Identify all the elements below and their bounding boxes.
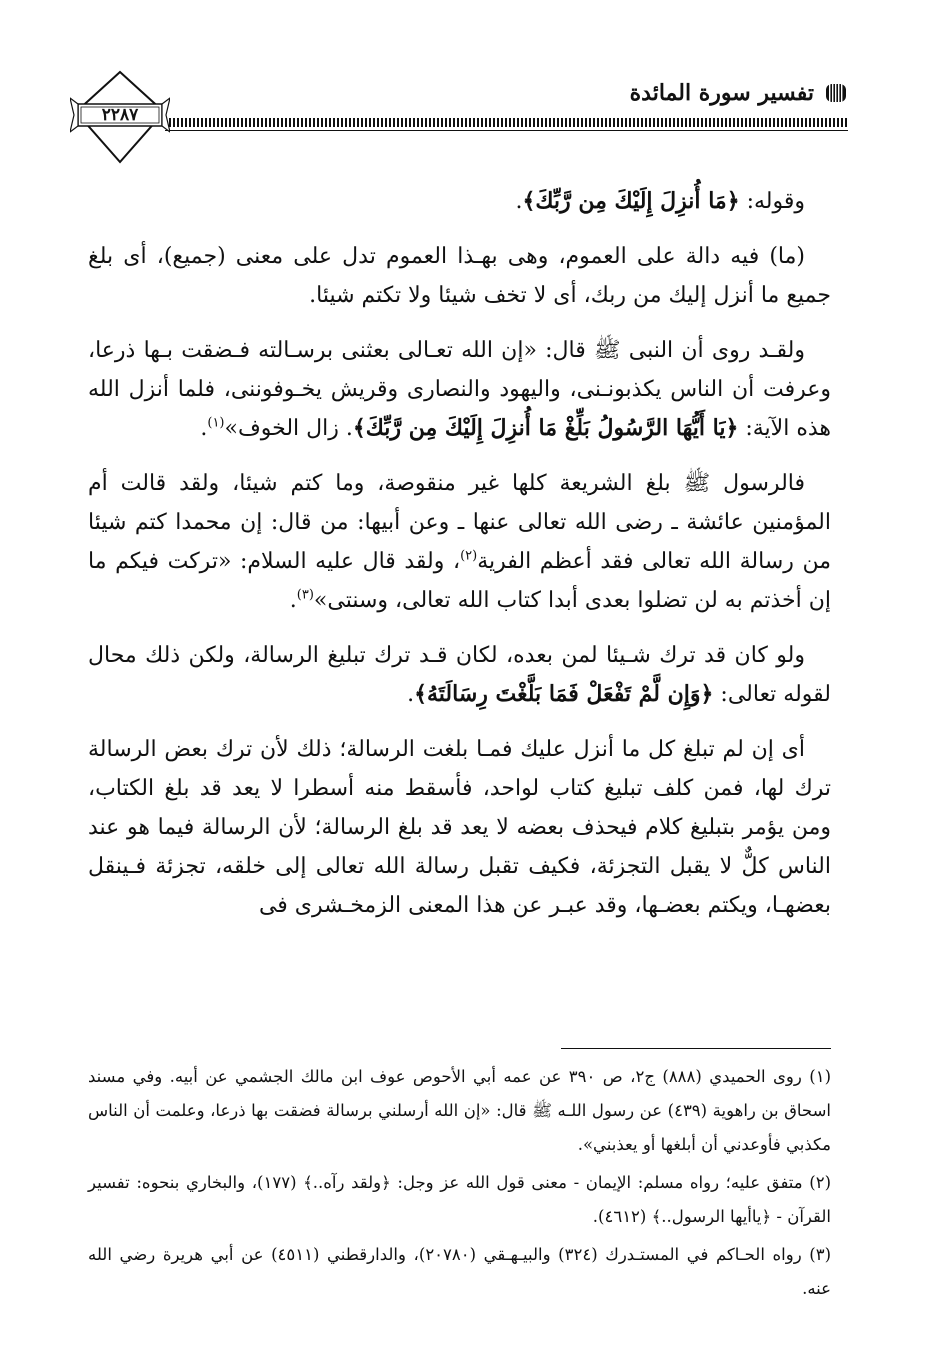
main-text — [88, 182, 831, 941]
quran-verse-3: ﴿وَإِن لَّمْ تَفْعَلْ فَمَا بَلَّغْتَ رِسَالَتَهُ﴾ — [414, 681, 714, 707]
paragraph-6: أى إن لم تبلغ كل ما أنزل عليك فمـا بلغت الرسالة؛ ذلك لأن ترك بعض الرسالة ترك لها، فمن كلف تبليغ كتاب لواحد، فأسقط منه أسطرا لا يعد قد بلغ الكتاب، ومن يؤمر بتبليغ كلام فيحذف بعضه لا يعد قد بلغ الرسالة؛ لأن الرسالة فيما هو عند الناس كلٌّ لا يقبل التجزئة، فكيف تقبل رسالة الله تعالى إلى خلقه، تجزئة فـينقل بعضهـا، ويكتم بعضـها، وقد عبـر عن هذا المعنى الزمخـشرى فى — [88, 737, 831, 918]
footnote-2: (٢) متفق عليه؛ رواه مسلم: الإيمان - معنى قول الله عز وجل: ﴿ولقد رآه..﴾ (١٧٧)، والبخاري بنحوه: تفسير القرآن - ﴿ياأيها الرسول..﴾ (٤٦١٢). — [88, 1173, 831, 1226]
page-number-badge — [70, 68, 170, 168]
p3-text-c: . — [200, 416, 208, 441]
paragraph-1 — [88, 182, 831, 221]
paragraph-5 — [88, 636, 831, 714]
quran-verse-2: ﴿يَا أَيُّهَا الرَّسُولُ بَلِّغْ مَا أُنزِلَ إِلَيْكَ مِن رَّبِّكَ﴾ — [352, 415, 739, 441]
p4-text-b: ، ولقد قال عليه السلام: «تركت فيكم ما إن أخذتم به لن تضلوا بعدى أبدا كتاب الله تعالى، وسنتى» — [88, 549, 831, 613]
p4-text-a: فالرسول ﷺ بلغ الشريعة كلها غير منقوصة، وما كتم شيئا، ولقد قالت أم المؤمنين عائشة ـ رضى الله تعالى عنها ـ وعن أبيها: من قال: إن محمدا كتم شيئا من رسالة الله تعالى فقد أعظم الفرية — [88, 471, 832, 574]
p1-tail: . — [515, 189, 523, 214]
footnote-ref-3: (٣) — [296, 587, 314, 603]
footnote-1: (١) روى الحميدي (٨٨٨) ج٢، ص ٣٩٠ عن عمه أبي الأحوص عوف ابن مالك الجشمي عن أبيه. وفي مسند اسحاق بن راهوية (٤٣٩) عن رسول اللـه ﷺ قال: «إن الله أرسلني برسالة فضقت بها ذرعا، وعلمت أن الناس مكذبي فأوعدني أن أبلغها أو يعذبني». — [88, 1067, 831, 1154]
p3-text-b: . زال الخوف» — [224, 416, 353, 441]
footnote-3: (٣) رواه الحـاكم في المستـدرك (٣٢٤) والبيـهـقي (٢٠٧٨٠)، والدارقطني (٤٥١١) عن أبي هريرة رضي الله عنه. — [88, 1245, 832, 1298]
header-title-group — [630, 80, 848, 106]
footnote-ref-1: (١) — [207, 415, 225, 431]
footnote-separator — [561, 1048, 831, 1049]
p5-text-b: . — [407, 682, 415, 707]
paragraph-3 — [88, 331, 831, 448]
p5-text-a: ولو كان قد ترك شـيئا لمن بعده، لكان قـد ترك تبليغ الرسالة، ولكن ذلك محال لقوله تعالى: — [88, 643, 831, 707]
footnote-ref-2: (٢) — [460, 548, 478, 564]
footnotes — [88, 1060, 831, 1310]
p4-text-c: . — [289, 588, 297, 613]
running-title: تفسير سورة المائدة — [629, 80, 814, 106]
quran-verse-1: ﴿مَا أُنزِلَ إِلَيْكَ مِن رَّبِّكَ﴾ — [522, 188, 740, 214]
ornament-icon — [824, 81, 848, 105]
page-number: ٢٢٨٧ — [101, 105, 139, 125]
page-header — [70, 68, 848, 168]
paragraph-2: (ما) فيه دالة على العموم، وهى بهـذا العموم تدل على معنى (جميع)، أى بلغ جميع ما أنزل إليك من ربك، أى لا تخف شيئا ولا تكتم شيئا. — [88, 244, 831, 308]
header-decorative-rule — [165, 118, 848, 127]
p1-lead: وقوله: — [739, 189, 805, 214]
p3-text-a: ولقـد روى أن النبى ﷺ قال: «إن الله تعـالى بعثنى برسـالته فـضقت بـها ذرعا، وعرفت أن الناس يكذبونـنى، واليهود والنصارى وقريش يخـوفوننى، فلما أنزل الله هذه الآية: — [88, 338, 831, 441]
paragraph-4 — [88, 464, 831, 620]
header-thin-rule — [165, 130, 848, 131]
